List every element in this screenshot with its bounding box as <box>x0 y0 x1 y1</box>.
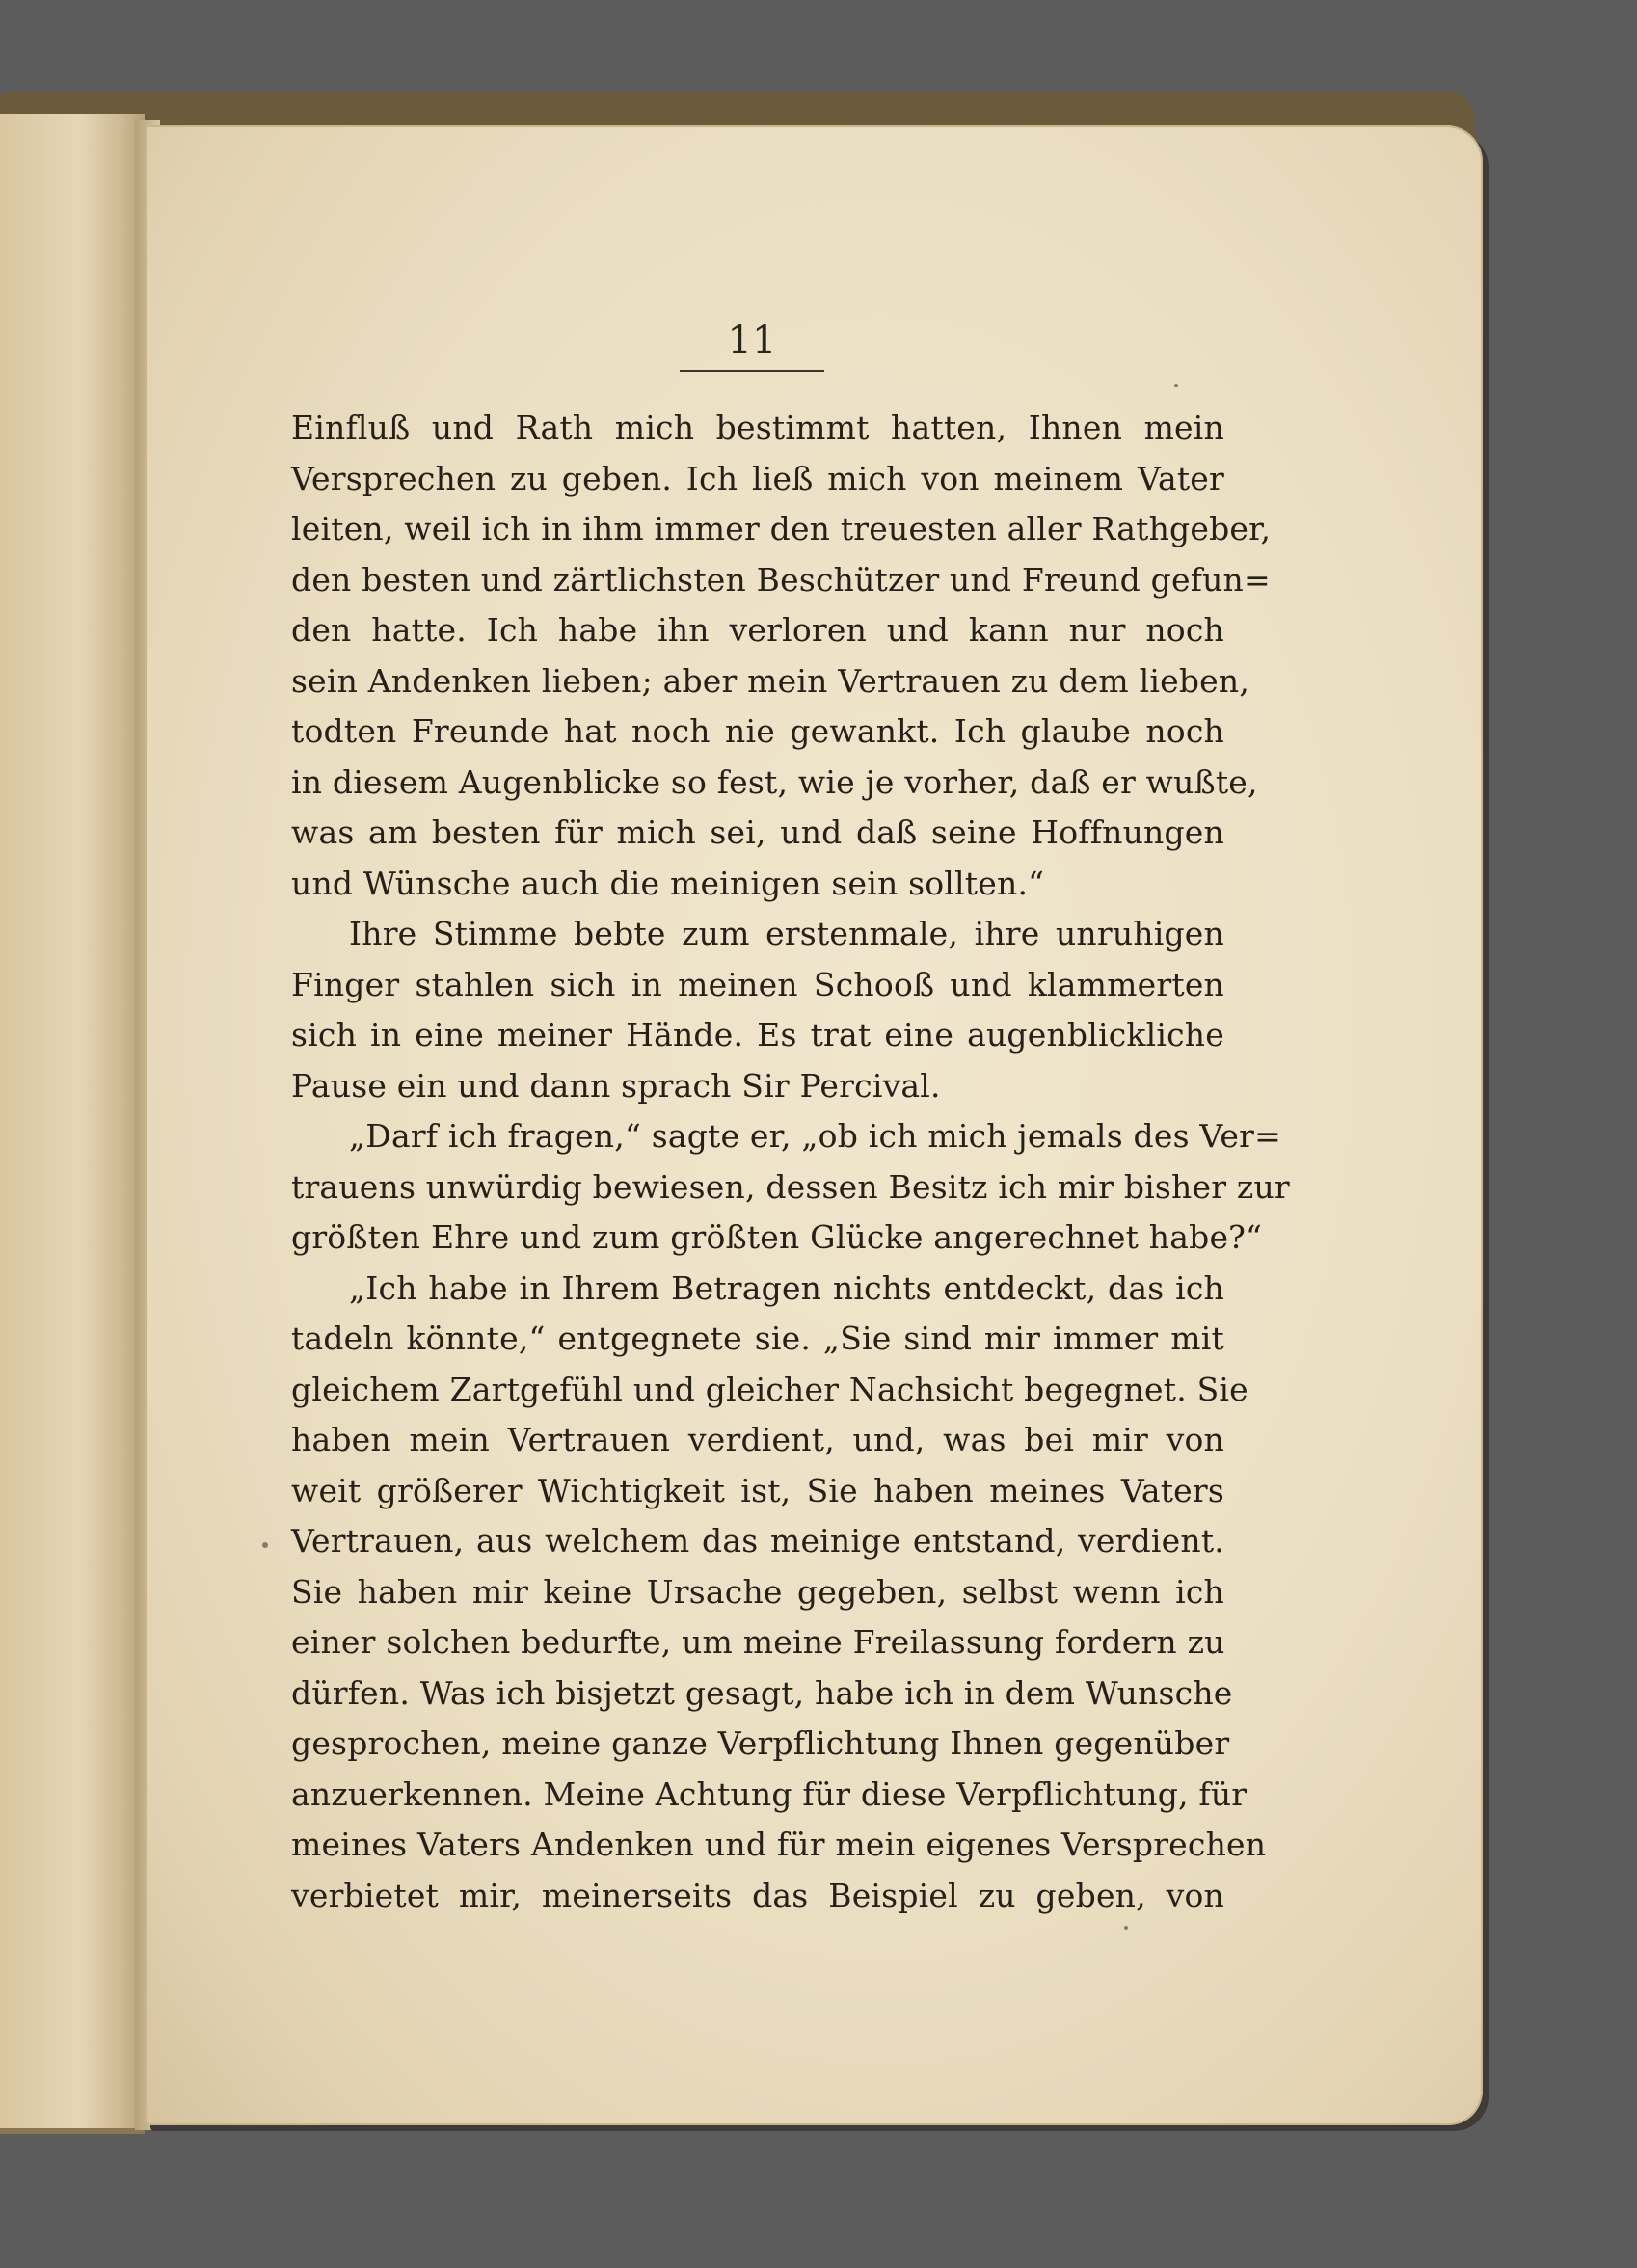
text-line: den besten und zärtlichsten Beschützer und Freund gefun= <box>291 560 1271 599</box>
text-line: haben mein Vertrauen verdient, und, was bei mir von <box>291 1421 1224 1458</box>
text-line: anzuerkennen. Meine Achtung für diese Verpflichtung, für <box>291 1774 1248 1813</box>
text-line: Pause ein und dann sprach Sir Percival. <box>291 1066 941 1105</box>
text-line: Ihre Stimme bebte zum erstenmale, ihre unruhigen <box>349 915 1224 952</box>
body-text <box>291 403 1290 1921</box>
text-line: dürfen. Was ich bisjetzt gesagt, habe ich in dem Wunsche <box>291 1673 1233 1712</box>
paper-speck <box>1174 384 1178 387</box>
left-page-edge <box>0 114 145 2134</box>
text-line: weit größerer Wichtigkeit ist, Sie haben meines Vaters <box>291 1471 1224 1509</box>
page-header <box>675 318 829 372</box>
paper-speck <box>1124 1926 1128 1930</box>
header-rule <box>680 370 824 372</box>
text-line: „Ich habe in Ihrem Betragen nichts entdeckt, das ich <box>349 1268 1224 1307</box>
text-line: in diesem Augenblicke so fest, wie je vorher, daß er wußte, <box>291 762 1258 801</box>
text-line: gleichem Zartgefühl und gleicher Nachsicht begegnet. Sie <box>291 1370 1248 1408</box>
text-line: Sie haben mir keine Ursache gegeben, selbst wenn ich <box>291 1572 1224 1611</box>
text-line: sein Andenken lieben; aber mein Vertrauen zu dem lieben, <box>291 661 1250 700</box>
text-line: todten Freunde hat noch nie gewankt. Ich glaube noch <box>291 712 1224 750</box>
paper-speck <box>262 1542 268 1548</box>
text-line: verbietet mir, meinerseits das Beispiel zu geben, von <box>291 1876 1224 1914</box>
text-line: einer solchen bedurfte, um meine Freilassung fordern zu <box>291 1623 1225 1661</box>
text-line: Vertrauen, aus welchem das meinige entstand, verdient. <box>291 1522 1224 1560</box>
text-line: den hatte. Ich habe ihn verloren und kann nur noch <box>291 611 1224 649</box>
text-line: leiten, weil ich in ihm immer den treuesten aller Rathgeber, <box>291 510 1272 547</box>
page-number: 11 <box>727 318 777 362</box>
text-line: größten Ehre und zum größten Glücke angerechnet habe?“ <box>291 1218 1263 1256</box>
text-line: „Darf ich fragen,“ sagte er, „ob ich mich jemals des Ver= <box>349 1117 1281 1155</box>
text-line: tadeln könnte,“ entgegnete sie. „Sie sind mir immer mit <box>291 1320 1224 1357</box>
text-line: Einfluß und Rath mich bestimmt hatten, Ihnen mein <box>291 409 1224 446</box>
text-line: sich in eine meiner Hände. Es trat eine augenblickliche <box>291 1016 1224 1054</box>
text-line: gesprochen, meine ganze Verpflichtung Ihnen gegenüber <box>291 1724 1230 1762</box>
text-line: Finger stahlen sich in meinen Schooß und klammerten <box>291 965 1224 1003</box>
text-line: trauens unwürdig bewiesen, dessen Besitz ich mir bisher zur <box>291 1167 1290 1206</box>
text-line: Versprechen zu geben. Ich ließ mich von meinem Vater <box>291 459 1224 497</box>
text-line: was am besten für mich sei, und daß seine Hoffnungen <box>291 814 1224 851</box>
text-line: und Wünsche auch die meinigen sein sollten.“ <box>291 864 1045 902</box>
text-line: meines Vaters Andenken und für mein eigenes Versprechen <box>291 1826 1267 1863</box>
